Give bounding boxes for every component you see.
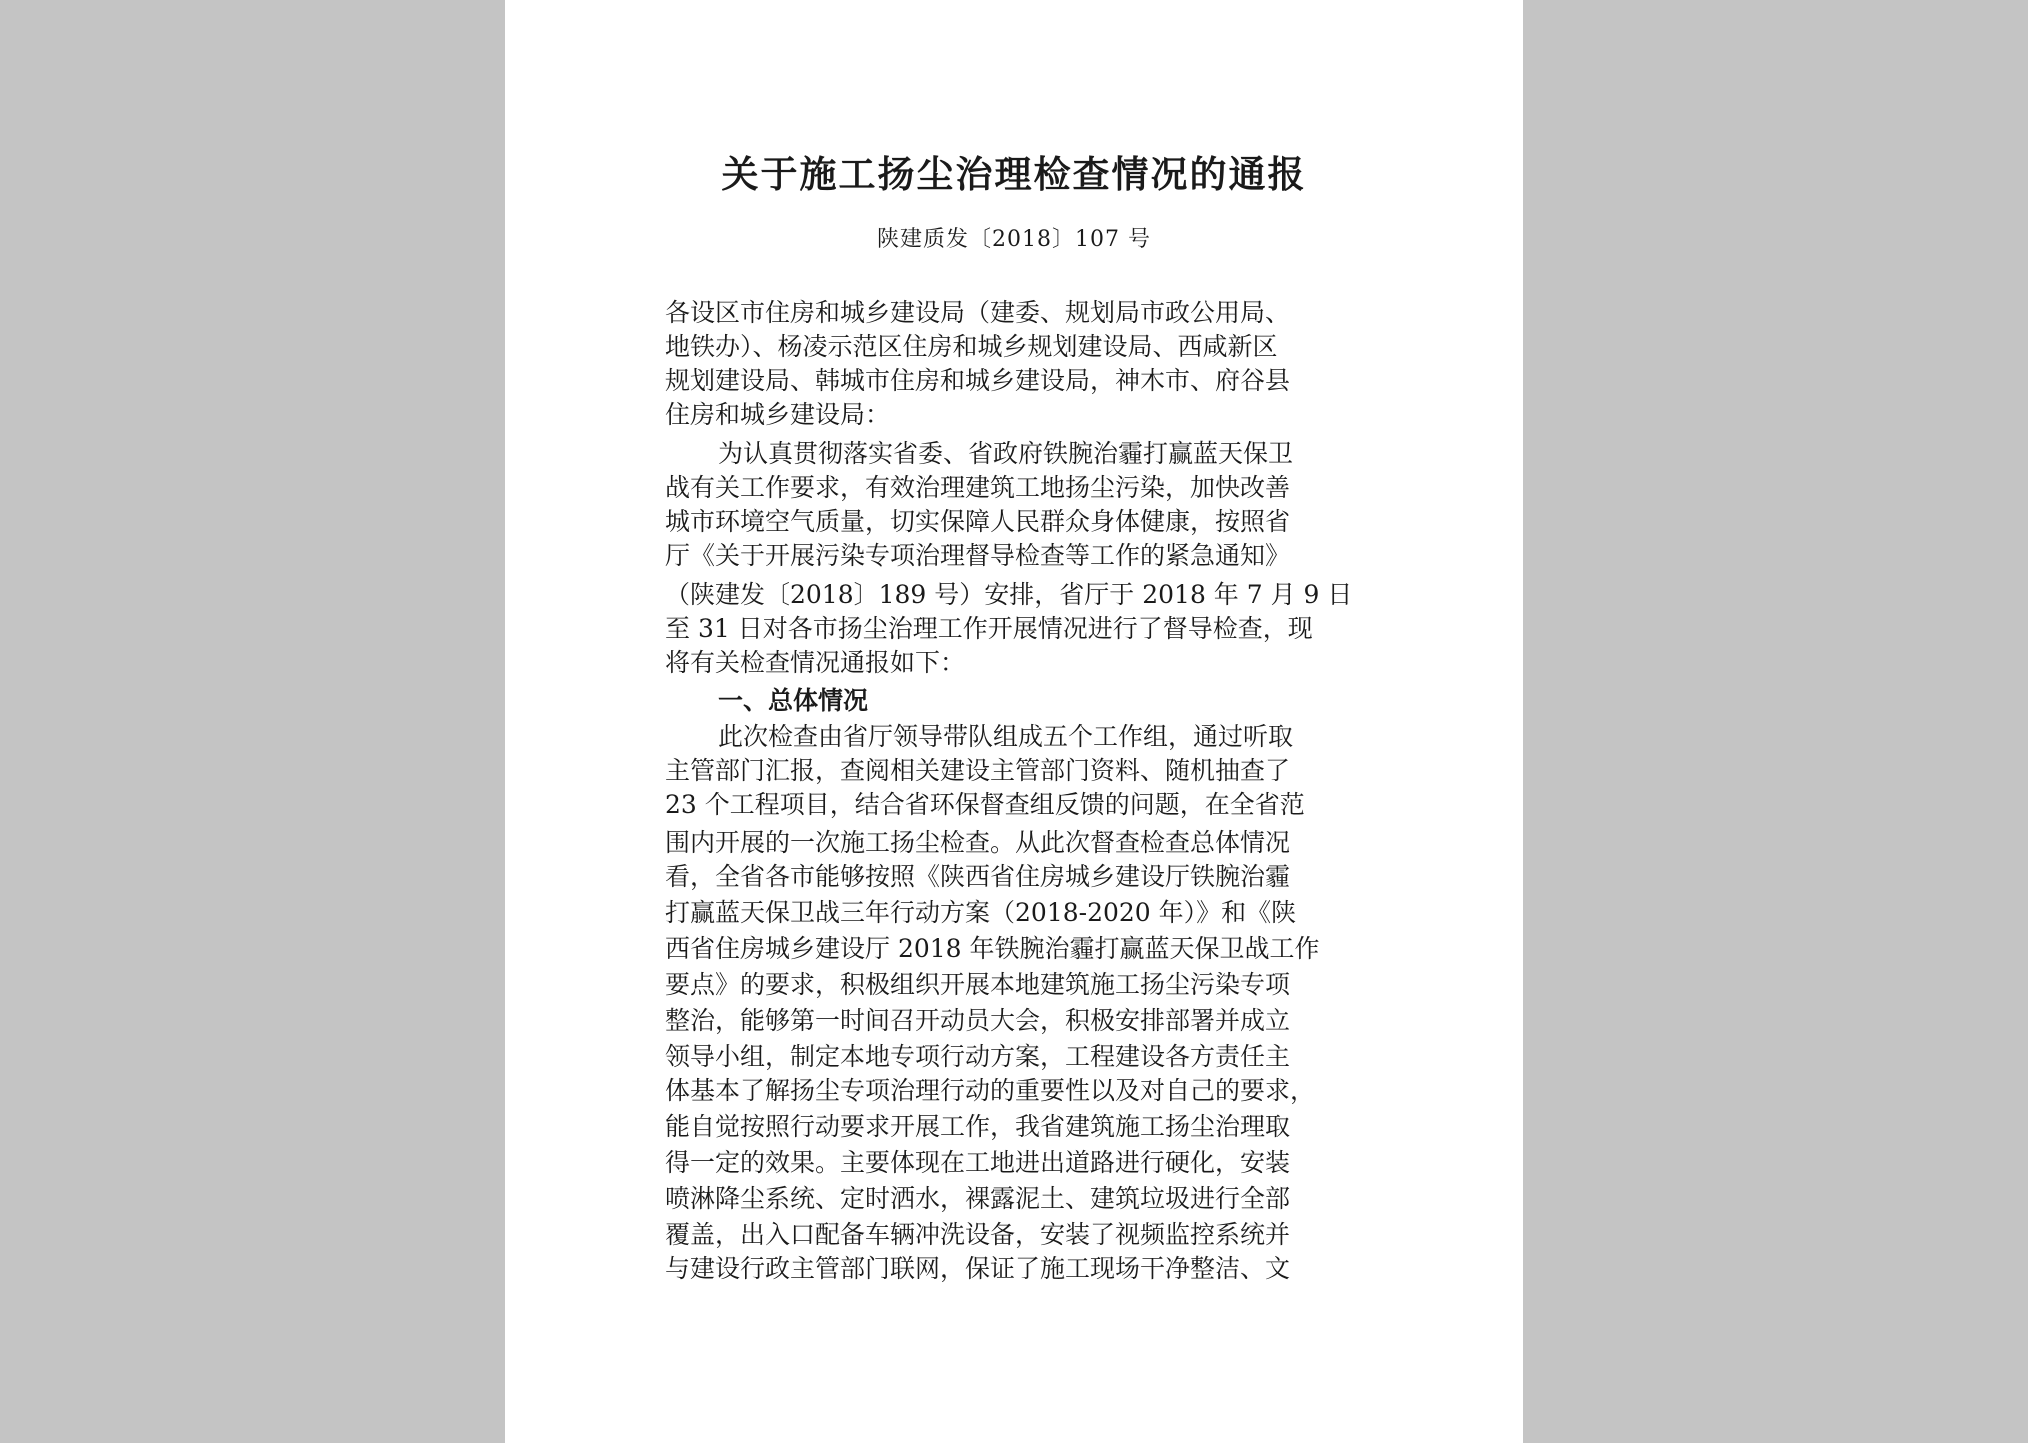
text-line: 围内开展的一次施工扬尘检查。从此次督查检查总体情况 <box>665 828 1291 857</box>
text-line: 地铁办）、杨凌示范区住房和城乡规划建设局、西咸新区 <box>665 332 1278 361</box>
text-line: 主管部门汇报，查阅相关建设主管部门资料、随机抽查了 <box>665 756 1291 785</box>
text-line: 此次检查由省厅领导带队组成五个工作组，通过听取 <box>718 722 1294 751</box>
text-line: 能自觉按照行动要求开展工作，我省建筑施工扬尘治理取 <box>665 1112 1291 1141</box>
text-line: 整治，能够第一时间召开动员大会，积极安排部署并成立 <box>665 1006 1291 1035</box>
text-line: 为认真贯彻落实省委、省政府铁腕治霾打赢蓝天保卫 <box>718 439 1294 468</box>
text-line: 要点》的要求，积极组织开展本地建筑施工扬尘污染专项 <box>665 970 1291 999</box>
text-line: 喷淋降尘系统、定时洒水，裸露泥土、建筑垃圾进行全部 <box>665 1184 1291 1213</box>
text-line: 打赢蓝天保卫战三年行动方案（2018-2020 年）》和《陕 <box>665 898 1297 927</box>
text-line: 得一定的效果。主要体现在工地进出道路进行硬化，安装 <box>665 1148 1291 1177</box>
text-line: 体基本了解扬尘专项治理行动的重要性以及对自己的要求， <box>665 1076 1316 1105</box>
text-line: 看，全省各市能够按照《陕西省住房城乡建设厅铁腕治霾 <box>665 862 1291 891</box>
text-line: 规划建设局、韩城市住房和城乡建设局，神木市、府谷县 <box>665 366 1291 395</box>
text-line: 各设区市住房和城乡建设局（建委、规划局市政公用局、 <box>665 298 1291 327</box>
text-line: 住房和城乡建设局： <box>665 400 891 429</box>
document-number: 陕建质发〔2018〕107 号 <box>877 227 1151 252</box>
text-line: 与建设行政主管部门联网，保证了施工现场干净整洁、文 <box>665 1254 1291 1283</box>
text-line: 厅《关于开展污染专项治理督导检查等工作的紧急通知》 <box>665 541 1291 570</box>
document-title: 关于施工扬尘治理检查情况的通报 <box>721 152 1307 196</box>
text-line: 领导小组，制定本地专项行动方案，工程建设各方责任主 <box>665 1042 1291 1071</box>
text-line: 至 31 日对各市扬尘治理工作开展情况进行了督导检查，现 <box>665 614 1313 643</box>
text-line: 西省住房城乡建设厅 2018 年铁腕治霾打赢蓝天保卫战工作 <box>665 934 1320 963</box>
text-line: 战有关工作要求，有效治理建筑工地扬尘污染，加快改善 <box>665 473 1291 502</box>
text-line: 覆盖，出入口配备车辆冲洗设备，安装了视频监控系统并 <box>665 1220 1291 1249</box>
section-heading: 一、总体情况 <box>718 686 869 715</box>
text-line: 将有关检查情况通报如下： <box>665 648 966 677</box>
text-line: 23 个工程项目，结合省环保督查组反馈的问题，在全省范 <box>665 790 1305 819</box>
text-line: （陕建发〔2018〕189 号）安排，省厅于 2018 年 7 月 9 日 <box>665 580 1353 609</box>
text-line: 城市环境空气质量，切实保障人民群众身体健康，按照省 <box>665 507 1291 536</box>
document-page <box>505 0 1523 1443</box>
